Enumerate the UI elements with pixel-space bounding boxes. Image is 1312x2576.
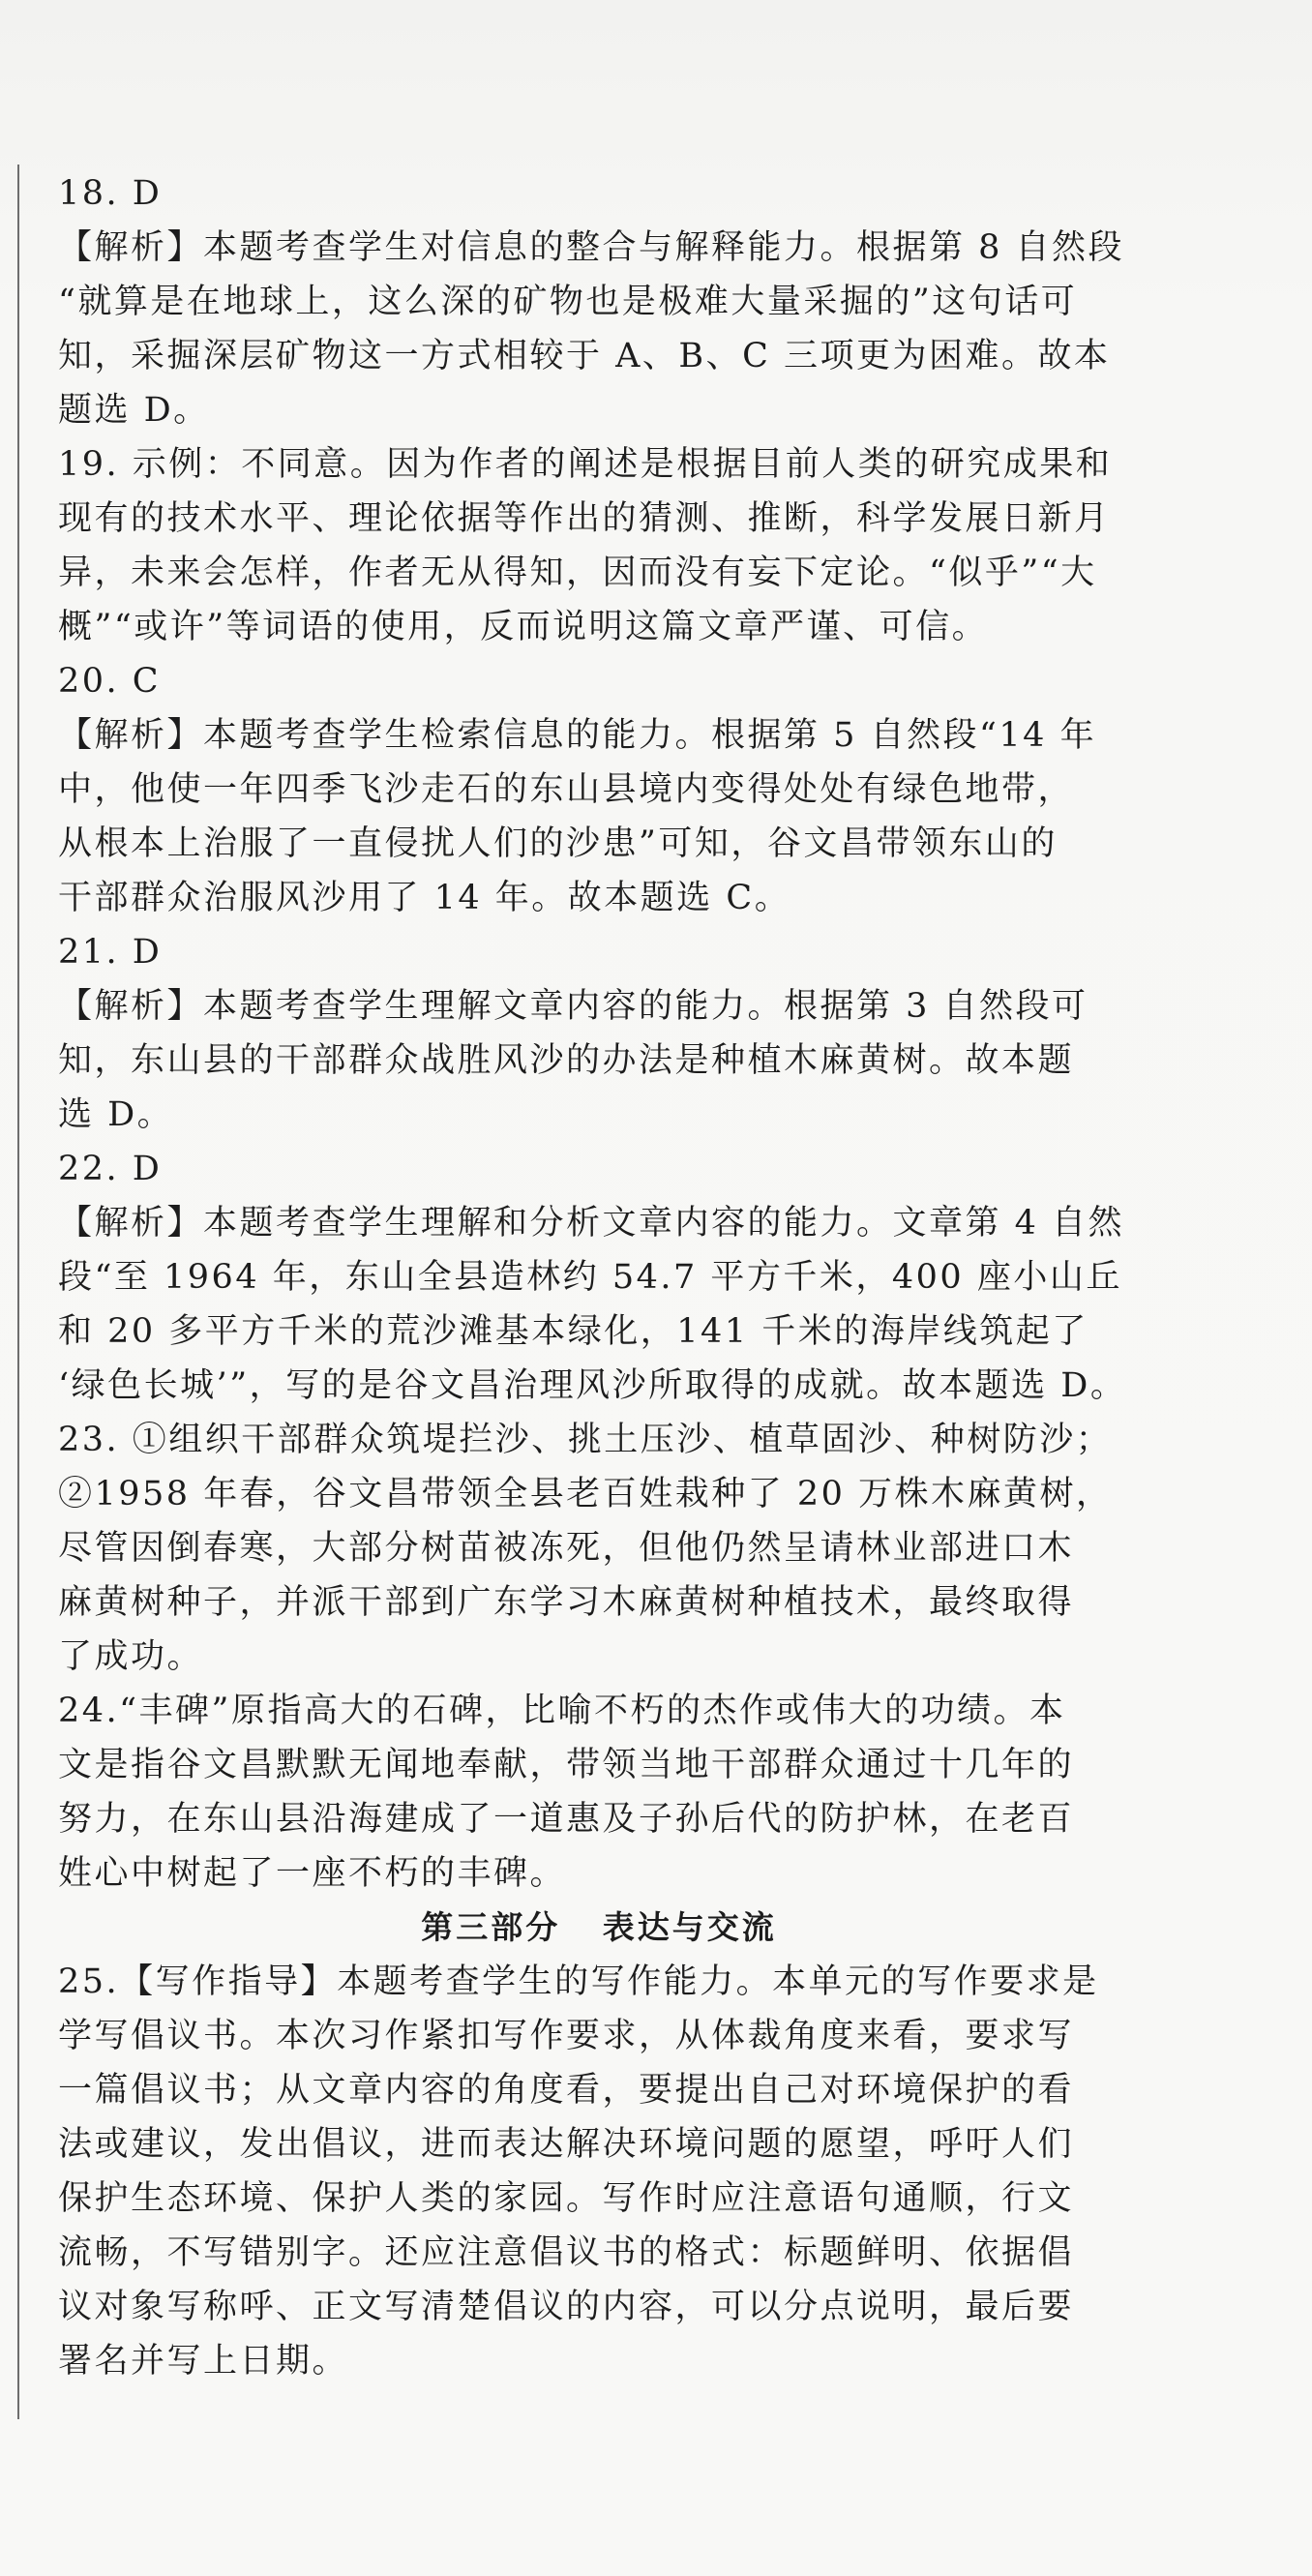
text-line: 知，采掘深层矿物这一方式相较于 A、B、C 三项更为困难。故本 — [58, 337, 1111, 375]
text-line: 流畅，不写错别字。还应注意倡议书的格式：标题鲜明、依据倡 — [58, 2233, 1075, 2272]
answer-19 — [58, 437, 1140, 654]
text-line: 21. D — [58, 933, 163, 972]
text-line: 【解析】本题考查学生理解文章内容的能力。根据第 3 自然段可 — [58, 987, 1088, 1026]
text-line: 24.“丰碑”原指高大的石碑，比喻不朽的杰作或伟大的功绩。本 — [58, 1692, 1066, 1730]
text-line: 23. ①组织干部群众筑堤拦沙、挑土压沙、植草固沙、种树防沙； — [58, 1421, 1113, 1459]
text-line: 姓心中树起了一座不朽的丰碑。 — [58, 1854, 567, 1893]
answer-text-block — [58, 166, 1140, 2388]
answer-25 — [58, 1955, 1140, 2388]
text-line: 异，未来会怎样，作者无从得知，因而没有妄下定论。“似乎”“大 — [58, 554, 1097, 592]
text-line: 麻黄树种子，并派干部到广东学习木麻黄树种植技术，最终取得 — [58, 1583, 1075, 1622]
answer-24 — [58, 1684, 1140, 1901]
text-line: 法或建议，发出倡议，进而表达解决环境问题的愿望，呼吁人们 — [58, 2125, 1075, 2164]
text-line: 知，东山县的干部群众战胜风沙的办法是种植木麻黄树。故本题 — [58, 1041, 1075, 1080]
margin-rule — [17, 165, 19, 2419]
text-line: 段“至 1964 年，东山全县造林约 54.7 平方千米，400 座小山丘 — [58, 1258, 1122, 1297]
text-line: 努力，在东山县沿海建成了一道惠及子孙后代的防护林，在老百 — [58, 1800, 1075, 1839]
text-line: 从根本上治服了一直侵扰人们的沙患”可知，谷文昌带领东山的 — [58, 824, 1058, 863]
text-line: 【解析】本题考查学生理解和分析文章内容的能力。文章第 4 自然 — [58, 1204, 1125, 1243]
text-line: 【解析】本题考查学生对信息的整合与解释能力。根据第 8 自然段 — [58, 228, 1125, 267]
text-line: 和 20 多平方千米的荒沙滩基本绿化，141 千米的海岸线筑起了 — [58, 1312, 1088, 1351]
answer-18 — [58, 166, 1140, 437]
text-line: 干部群众治服风沙用了 14 年。故本题选 C。 — [58, 879, 791, 917]
section-heading: 第三部分 表达与交流 — [421, 1908, 777, 1946]
text-line: 议对象写称呼、正文写清楚倡议的内容，可以分点说明，最后要 — [58, 2288, 1075, 2326]
text-line: 20. C — [58, 662, 162, 701]
text-line: 概”“或许”等词语的使用，反而说明这篇文章严谨、可信。 — [58, 608, 989, 646]
answer-21 — [58, 925, 1140, 1142]
text-line: ②1958 年春，谷文昌带领全县老百姓栽种了 20 万株木麻黄树， — [58, 1475, 1113, 1513]
answer-20 — [58, 654, 1140, 925]
text-line: 选 D。 — [58, 1095, 174, 1134]
text-line: 18. D — [58, 174, 163, 213]
text-line: 【解析】本题考查学生检索信息的能力。根据第 5 自然段“14 年 — [58, 716, 1097, 755]
text-line: 文是指谷文昌默默无闻地奉献，带领当地干部群众通过十几年的 — [58, 1746, 1075, 1784]
text-line: 题选 D。 — [58, 391, 210, 430]
text-line: 了成功。 — [58, 1637, 204, 1676]
text-line: “就算是在地球上，这么深的矿物也是极难大量采掘的”这句话可 — [58, 283, 1078, 321]
answer-22 — [58, 1142, 1140, 1413]
text-line: 署名并写上日期。 — [58, 2342, 349, 2381]
text-line: 学写倡议书。本次习作紧扣写作要求，从体裁角度来看，要求写 — [58, 2017, 1075, 2055]
text-line: 25.【写作指导】本题考查学生的写作能力。本单元的写作要求是 — [58, 1962, 1099, 2001]
text-line: 尽管因倒春寒，大部分树苗被冻死，但他仍然呈请林业部进口木 — [58, 1529, 1075, 1568]
text-line: 中，他使一年四季飞沙走石的东山县境内变得处处有绿色地带， — [58, 770, 1075, 809]
text-line: 19. 示例：不同意。因为作者的阐述是根据目前人类的研究成果和 — [58, 445, 1113, 484]
text-line: 现有的技术水平、理论依据等作出的猜测、推断，科学发展日新月 — [58, 499, 1111, 538]
text-line: 保护生态环境、保护人类的家园。写作时应注意语句通顺，行文 — [58, 2179, 1075, 2218]
text-line: 22. D — [58, 1150, 163, 1188]
text-line: 一篇倡议书；从文章内容的角度看，要提出自己对环境保护的看 — [58, 2071, 1075, 2110]
answer-23 — [58, 1413, 1140, 1684]
text-line: ‘绿色长城’”，写的是谷文昌治理风沙所取得的成就。故本题选 D。 — [58, 1366, 1127, 1405]
